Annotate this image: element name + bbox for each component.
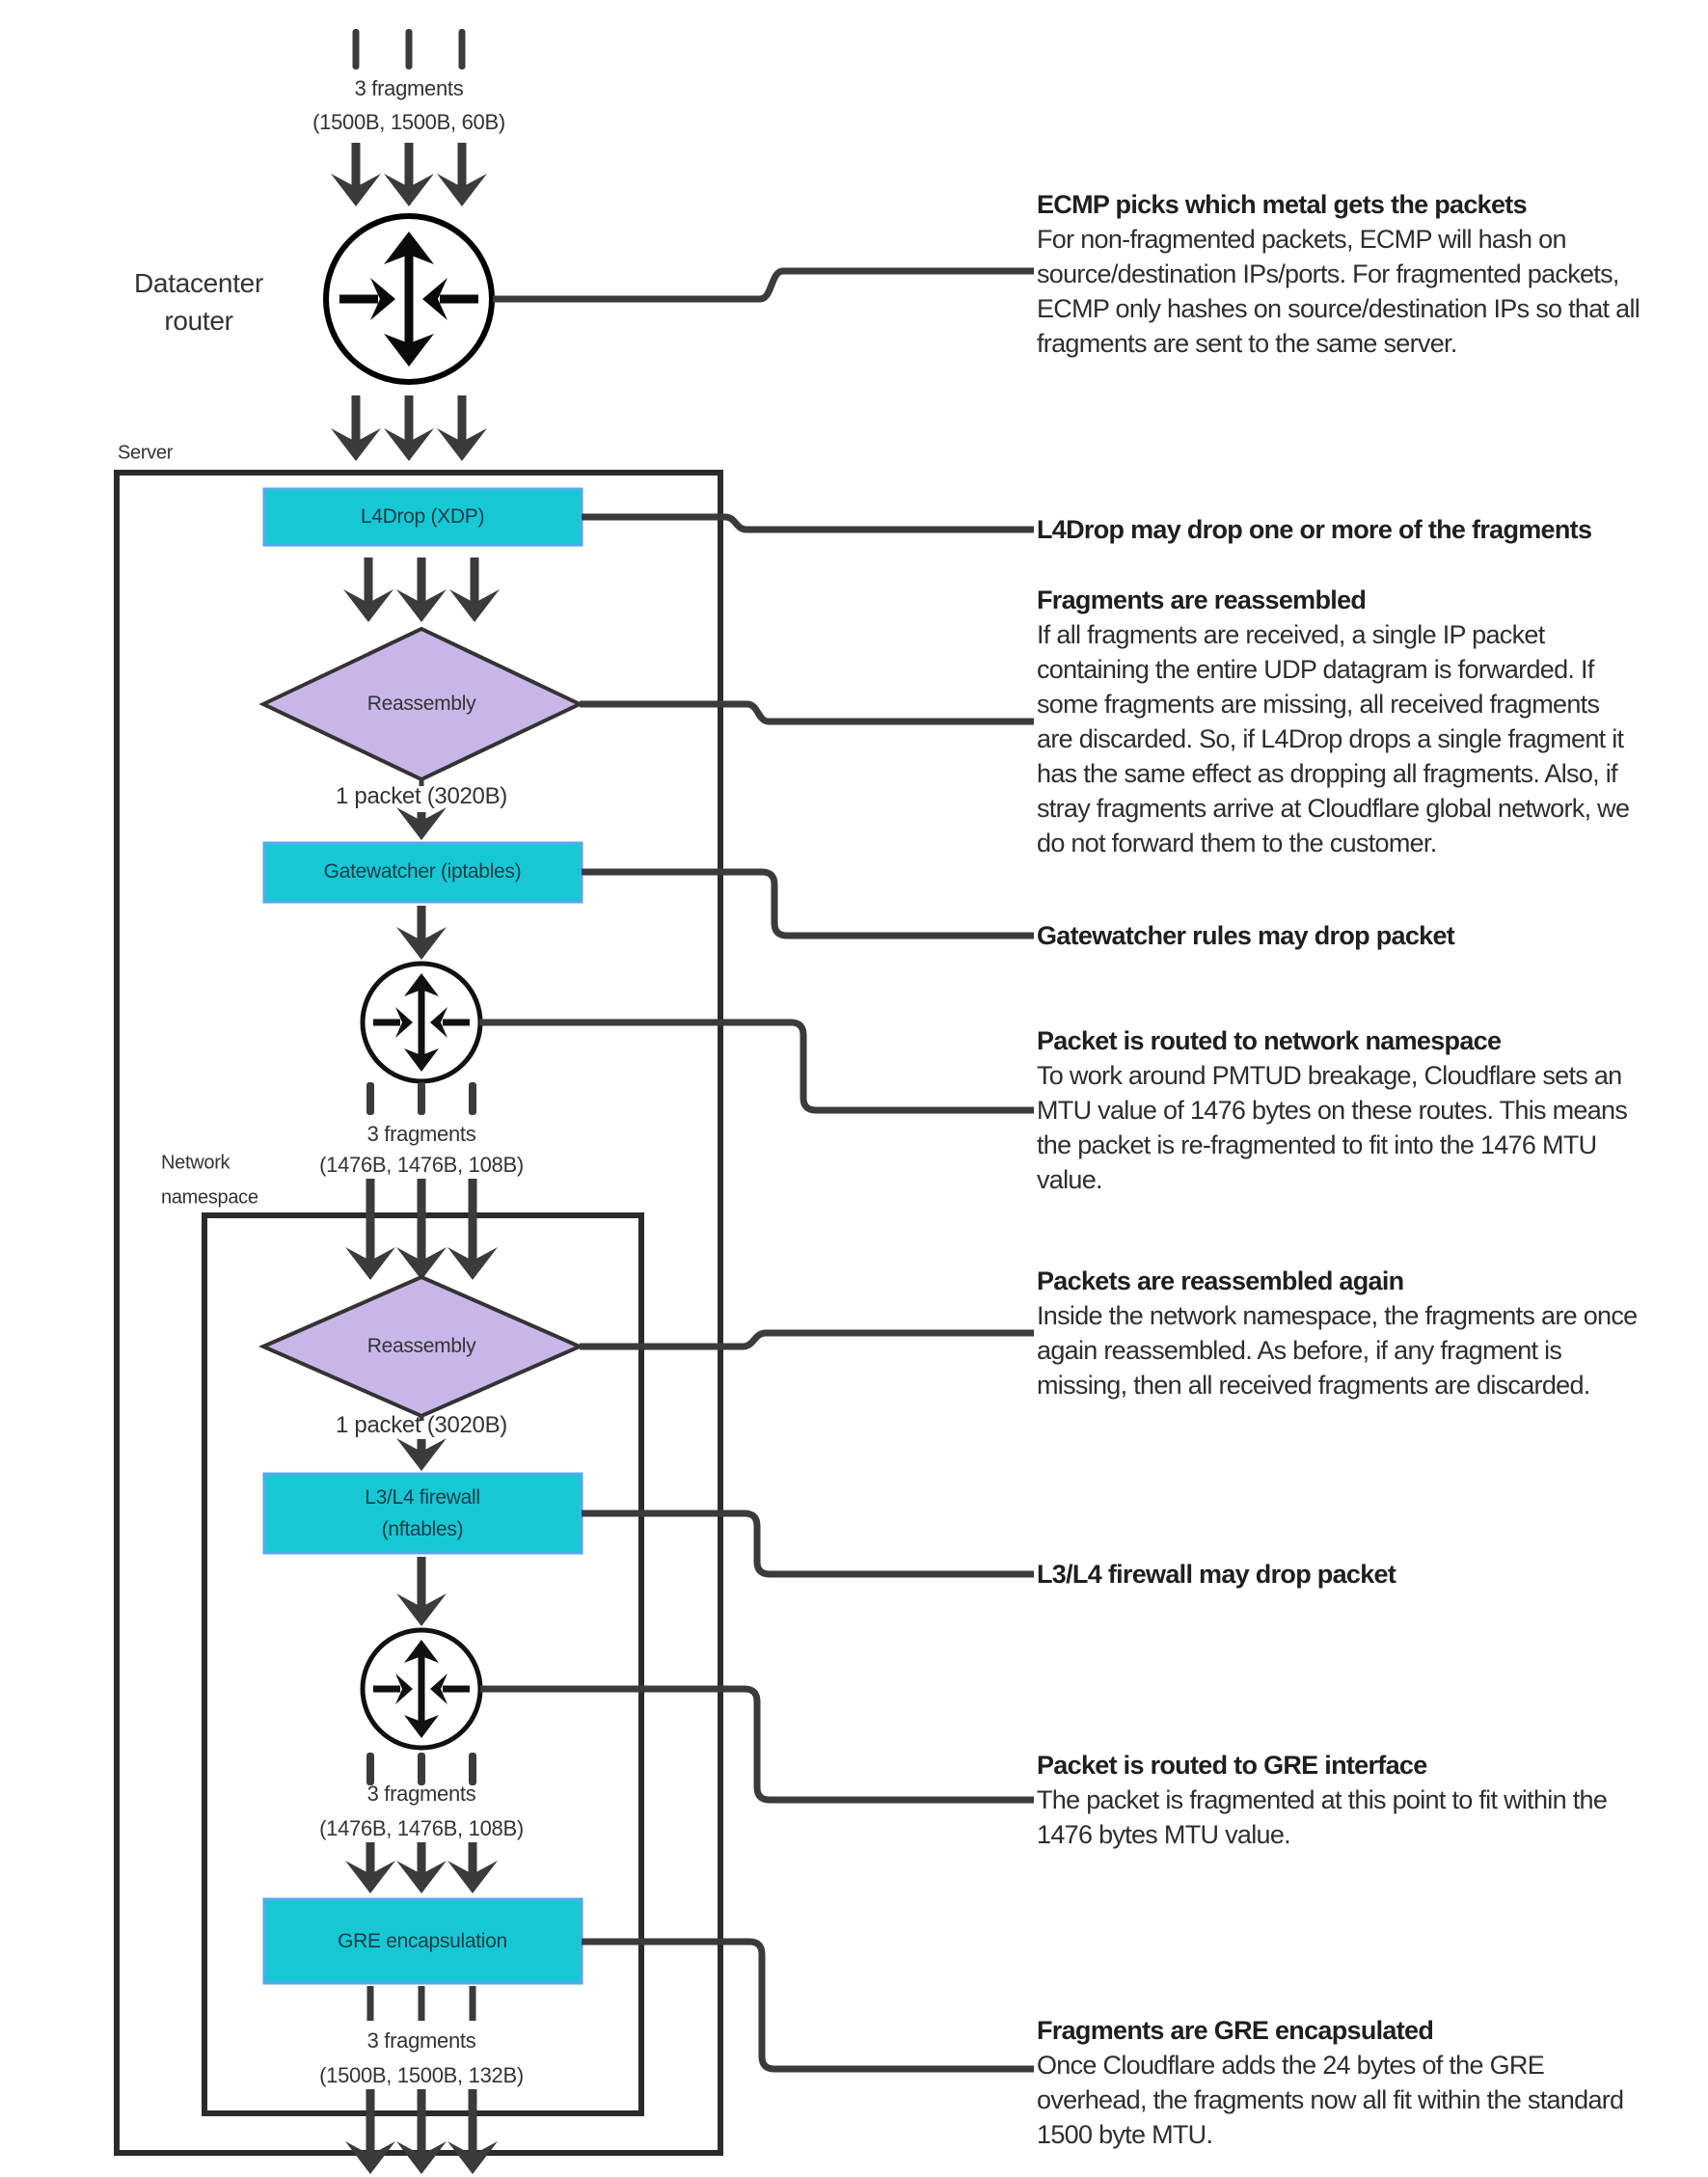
annotation-heading: Fragments are reassembled	[1037, 585, 1367, 614]
network-namespace-label-line2: namespace	[161, 1186, 258, 1209]
annotation-firewall	[1037, 1557, 1702, 1592]
connector-reassembly2	[580, 1333, 1034, 1347]
route-to-namespace-icon	[363, 964, 480, 1081]
arrows-into-namespace	[345, 1179, 498, 1280]
fragments-out-count: 3 fragments	[366, 2028, 476, 2053]
connector-l4drop	[582, 517, 1034, 530]
annotation-body	[1037, 1298, 1702, 1402]
arrow-packet-to-gatewatcher	[396, 807, 447, 840]
gre-label: GRE encapsulation	[338, 1930, 507, 1952]
packet2-label: 1 packet (3020B)	[336, 1412, 507, 1438]
annotation-ecmp	[1037, 187, 1702, 361]
annotation-line: are discarded. So, if L4Drop drops a single fragment it	[1037, 724, 1624, 753]
connector-reassembly	[580, 704, 1034, 721]
connector-gre-interface	[480, 1689, 1034, 1800]
annotation-line: The packet is fragmented at this point to fit within the	[1037, 1785, 1608, 1814]
annotation-body	[1037, 222, 1702, 361]
fragment-dashes-gre-in	[366, 1753, 476, 1785]
connector-firewall	[582, 1513, 1034, 1574]
annotation-heading: Gatewatcher rules may drop packet	[1037, 921, 1455, 950]
annotation-line: containing the entire UDP datagram is forwarded. If	[1037, 655, 1594, 684]
annotation-netns	[1037, 1023, 1702, 1197]
annotation-body	[1037, 1058, 1702, 1197]
fragments-gre-in-count: 3 fragments	[366, 1782, 476, 1806]
server-label: Server	[118, 442, 174, 464]
annotation-gre-encapsulated	[1037, 2013, 1702, 2152]
annotation-line: stray fragments arrive at Cloudflare global network, we	[1037, 794, 1630, 823]
annotation-heading: Packet is routed to network namespace	[1037, 1026, 1502, 1055]
annotation-body	[1037, 617, 1702, 860]
firewall-label-line2: (nftables)	[381, 1518, 464, 1540]
annotation-line: fragments are sent to the same server.	[1037, 329, 1457, 358]
arrows-into-gre	[345, 1842, 498, 1893]
annotation-heading: L3/L4 firewall may drop packet	[1037, 1560, 1396, 1589]
annotation-line: some fragments are missing, all received fragments	[1037, 690, 1600, 719]
fragments-mid-count: 3 fragments	[366, 1122, 476, 1146]
fragment-lines-gre-out	[367, 1986, 476, 2021]
annotation-line: 1500 byte MTU.	[1037, 2120, 1213, 2149]
annotation-gatewatcher	[1037, 918, 1702, 953]
annotation-line: For non-fragmented packets, ECMP will hash on	[1037, 225, 1566, 254]
incoming-fragment-dashes	[353, 29, 466, 69]
datacenter-router-label-line2: router	[164, 306, 233, 336]
arrows-out-of-server	[345, 2089, 498, 2174]
network-namespace-label-line1: Network	[161, 1152, 230, 1174]
annotation-heading: Packet is routed to GRE interface	[1037, 1751, 1427, 1780]
connector-ecmp	[493, 271, 1034, 299]
annotation-line: ECMP only hashes on source/destination IPs so that all	[1037, 294, 1640, 323]
arrow-gatewatcher-to-router	[396, 906, 447, 960]
annotation-line: missing, then all received fragments are discarded.	[1037, 1371, 1590, 1400]
arrows-into-server	[331, 395, 487, 461]
connector-netns	[479, 1022, 1034, 1110]
route-to-gre-icon	[363, 1630, 480, 1748]
annotation-heading: L4Drop may drop one or more of the fragments	[1037, 515, 1592, 544]
arrow-packet-to-firewall	[396, 1438, 447, 1471]
gatewatcher-label: Gatewatcher (iptables)	[323, 860, 522, 883]
annotation-body	[1037, 2048, 1702, 2152]
datacenter-router-label-line1: Datacenter	[134, 268, 263, 298]
annotation-line: Inside the network namespace, the fragments are once	[1037, 1301, 1638, 1330]
l4drop-label: L4Drop (XDP)	[360, 505, 485, 528]
annotation-heading: Fragments are GRE encapsulated	[1037, 2016, 1434, 2045]
annotation-line: again reassembled. As before, if any fragment is	[1037, 1336, 1562, 1365]
annotation-reassembled	[1037, 583, 1702, 860]
arrows-into-router	[331, 143, 487, 206]
annotation-l4drop	[1037, 512, 1702, 547]
fragments-top-sizes: (1500B, 1500B, 60B)	[312, 110, 505, 134]
connector-gre-encap	[582, 1942, 1034, 2069]
fragments-top-count: 3 fragments	[354, 76, 464, 100]
reassembly2-label: Reassembly	[366, 1335, 476, 1357]
annotation-gre-interface	[1037, 1748, 1702, 1852]
annotation-line: Once Cloudflare adds the 24 bytes of the GRE	[1037, 2051, 1545, 2080]
fragments-gre-in-sizes: (1476B, 1476B, 108B)	[319, 1816, 524, 1840]
annotation-line: the packet is re-fragmented to fit into the 1476 MTU	[1037, 1130, 1597, 1159]
fragments-mid-sizes: (1476B, 1476B, 108B)	[319, 1153, 524, 1177]
fragments-out-sizes: (1500B, 1500B, 132B)	[319, 2063, 524, 2087]
annotation-line: overhead, the fragments now all fit within the standard	[1037, 2085, 1624, 2114]
annotation-line: has the same effect as dropping all fragments. Also, if	[1037, 759, 1617, 788]
annotation-line: MTU value of 1476 bytes on these routes. This means	[1037, 1096, 1628, 1125]
annotation-line: To work around PMTUD breakage, Cloudflare sets an	[1037, 1061, 1622, 1090]
annotation-line: value.	[1037, 1165, 1102, 1194]
firewall-label-line1: L3/L4 firewall	[365, 1486, 480, 1509]
packet-label: 1 packet (3020B)	[336, 783, 507, 809]
reassembly-label: Reassembly	[366, 693, 476, 715]
annotation-line: 1476 bytes MTU value.	[1037, 1820, 1290, 1849]
annotation-heading: ECMP picks which metal gets the packets	[1037, 190, 1527, 219]
arrows-l4drop-to-reassembly	[343, 558, 500, 622]
annotation-line: If all fragments are received, a single IP packet	[1037, 620, 1545, 649]
annotation-body	[1037, 1782, 1702, 1852]
annotation-heading: Packets are reassembled again	[1037, 1266, 1404, 1295]
datacenter-router-icon	[326, 216, 492, 382]
annotation-line: do not forward them to the customer.	[1037, 829, 1437, 857]
annotation-line: source/destination IPs/ports. For fragmented packets,	[1037, 259, 1619, 288]
fragment-dashes-mid	[366, 1082, 476, 1115]
connector-gatewatcher	[582, 872, 1034, 936]
annotation-reassembled-again	[1037, 1264, 1702, 1402]
arrow-firewall-to-router	[396, 1557, 447, 1626]
